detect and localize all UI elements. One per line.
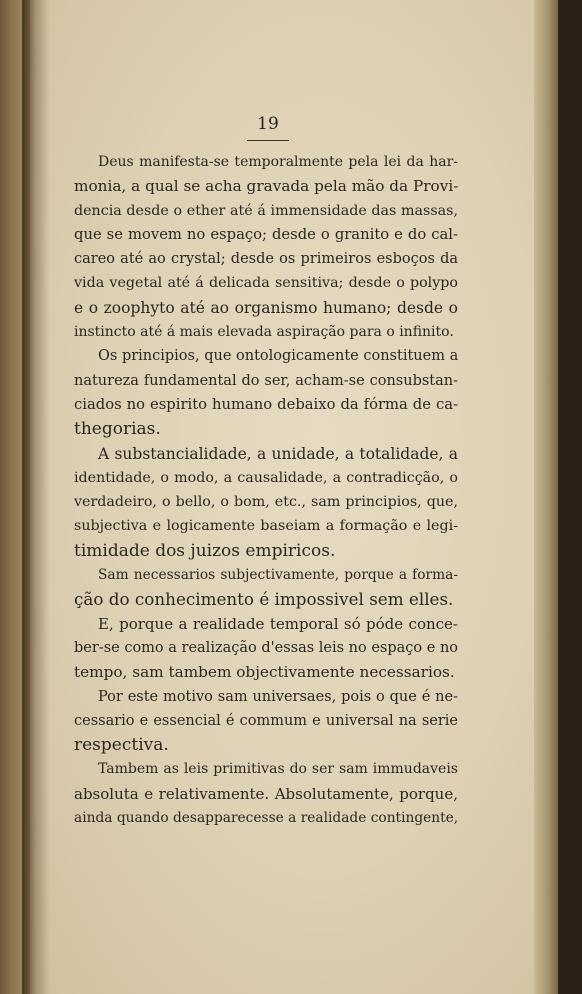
text-line: Por este motivo sam universaes, pois o que é ne- <box>98 688 458 705</box>
text-line: timidade dos juizos empiricos. <box>74 540 336 561</box>
paragraph <box>74 612 458 685</box>
page-number: 19 <box>257 114 279 134</box>
text-line: que se movem no espaço; desde o granito e do cal- <box>74 225 458 243</box>
text-line: subjectiva e logicamente baseiam a formação e legi- <box>74 518 458 535</box>
text-line: A substancialidade, a unidade, a totalidade, a <box>98 444 458 463</box>
text-line: E, porque a realidade temporal só póde conce- <box>98 614 458 633</box>
page-fore-edge <box>534 0 558 994</box>
text-line: Sam necessarios subjectivamente, porque a forma- <box>98 567 458 584</box>
text-line: careo até ao crystal; desde os primeiros esboços da <box>74 251 458 268</box>
paragraph <box>74 563 458 612</box>
page-body-text <box>74 150 458 830</box>
paragraph <box>74 757 458 830</box>
text-line: thegorias. <box>74 419 161 440</box>
text-line: e o zoophyto até ao organismo humano; desde o <box>74 298 458 317</box>
text-line: Deus manifesta-se temporalmente pela lei da har- <box>98 154 458 170</box>
text-line: ção do conhecimento é impossivel sem elles. <box>74 589 454 610</box>
paragraph <box>74 150 458 344</box>
text-line: respectiva. <box>74 735 169 756</box>
text-line: absoluta e relativamente. Absolutamente, porque, <box>74 784 458 803</box>
page-number-rule <box>247 140 289 141</box>
text-line: ainda quando desapparecesse a realidade contingente, <box>74 810 459 827</box>
text-line: verdadeiro, o bello, o bom, etc., sam principios, que, <box>74 494 458 511</box>
paragraph <box>74 685 458 758</box>
book-page <box>30 0 558 994</box>
text-line: cessario e essencial é commum e universal na serie <box>74 712 458 729</box>
text-line: ciados no espirito humano debaixo da fórma de ca- <box>74 395 458 413</box>
paragraph <box>74 442 458 563</box>
text-line: vida vegetal até á delicada sensitiva; desde o polypo <box>74 275 458 292</box>
text-line: Os principios, que ontologicamente constituem a <box>98 348 459 365</box>
text-line: identidade, o modo, a causalidade, a contradicção, o <box>74 469 458 486</box>
text-line: tempo, sam tambem objectivamente necessarios. <box>74 663 455 682</box>
text-line: instincto até á mais elevada aspiração para o infinito. <box>74 324 454 341</box>
text-line: ber-se como a realização d'essas leis no espaço e no <box>74 639 459 656</box>
text-line: natureza fundamental do ser, acham-se consubstan- <box>74 372 458 389</box>
book-gutter-shadow <box>22 0 50 994</box>
paragraph <box>74 344 458 441</box>
text-line: dencia desde o ether até á immensidade das massas, <box>74 202 458 219</box>
text-line: monia, a qual se acha gravada pela mão da Provi- <box>74 177 459 196</box>
text-line: Tambem as leis primitivas do ser sam immudaveis <box>98 761 458 778</box>
